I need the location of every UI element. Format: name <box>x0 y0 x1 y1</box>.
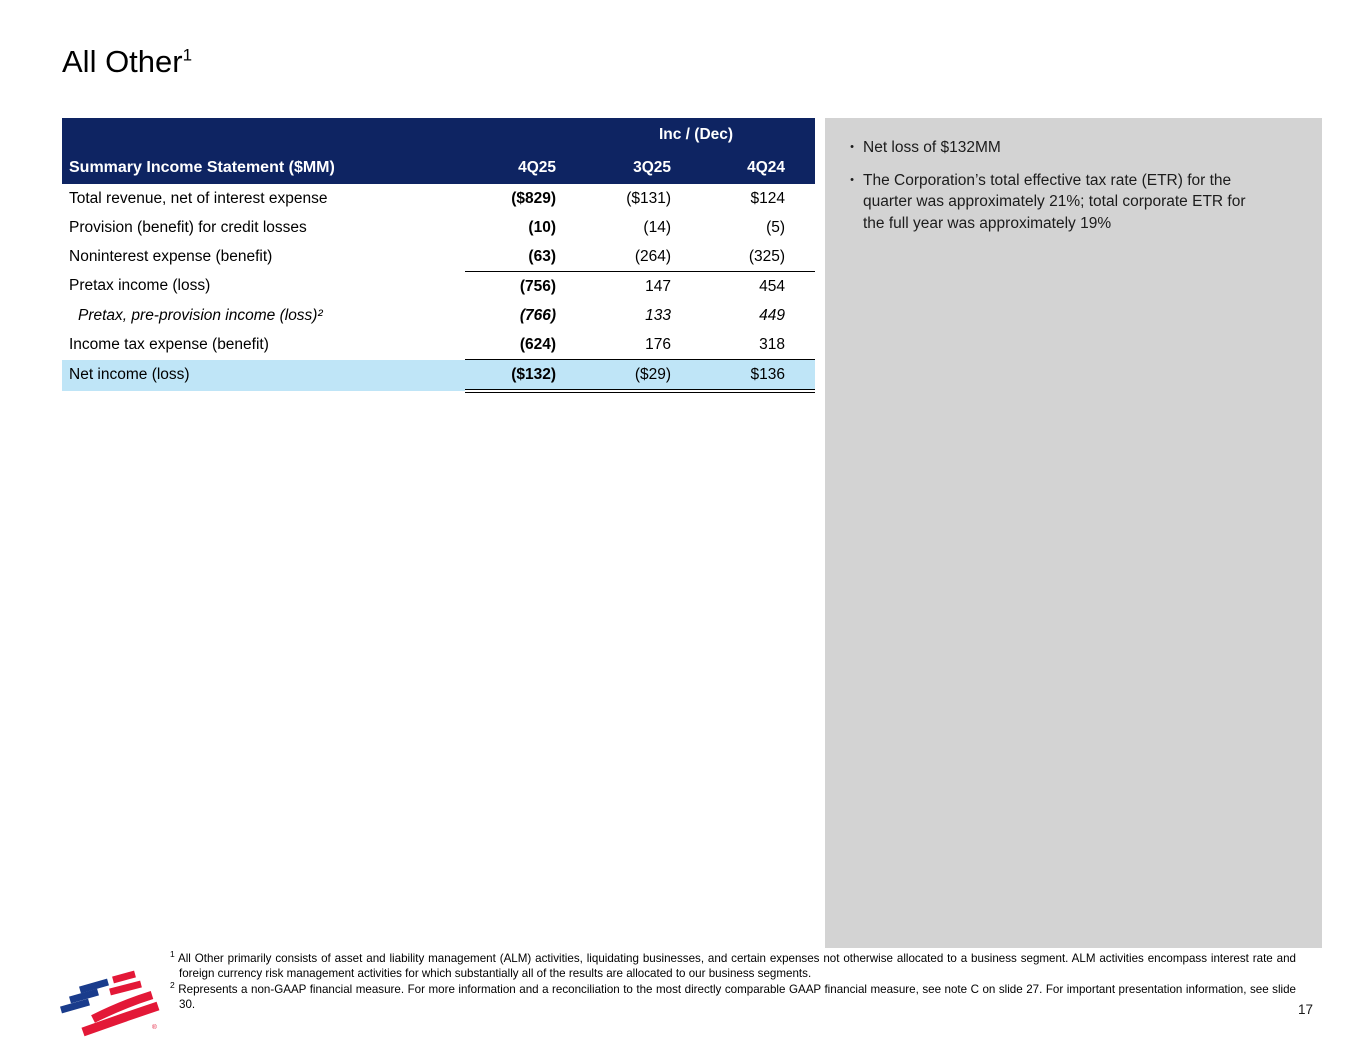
cell-4q25: (10) <box>465 213 580 242</box>
page-number: 17 <box>1298 1002 1314 1017</box>
column-header-row <box>62 151 815 184</box>
cell-4q24: 449 <box>695 301 815 330</box>
footnote-1-marker: 1 <box>170 949 175 960</box>
bank-of-america-logo-icon <box>55 970 165 1040</box>
bullet-item-etr <box>841 170 1262 235</box>
table-row-provision <box>62 213 815 242</box>
table-row-total-revenue <box>62 184 815 213</box>
highlights-bullet-list <box>825 118 1322 235</box>
cell-3q25: (14) <box>580 213 695 242</box>
group-header-row <box>62 118 815 151</box>
row-label: Income tax expense (benefit) <box>62 330 465 360</box>
bullet-icon: • <box>850 173 854 186</box>
cell-4q24: $124 <box>695 184 815 213</box>
row-label: Pretax income (loss) <box>62 272 465 302</box>
page-title-text: All Other <box>62 44 183 79</box>
bullet-item-net-loss <box>841 137 1262 159</box>
cell-4q24: (5) <box>695 213 815 242</box>
summary-income-statement-table <box>62 118 815 393</box>
cell-4q25: (624) <box>465 330 580 360</box>
table-row-income-tax <box>62 330 815 360</box>
column-header-stub: Summary Income Statement ($MM) <box>62 151 465 184</box>
cell-3q25: 147 <box>580 272 695 302</box>
registered-trademark-icon: ® <box>152 1024 157 1031</box>
cell-4q25: ($829) <box>465 184 580 213</box>
footnote-1 <box>170 951 1296 981</box>
row-label: Provision (benefit) for credit losses <box>62 213 465 242</box>
column-header-4q24: 4Q24 <box>695 151 815 184</box>
footnote-1-text: All Other primarily consists of asset and liability management (ALM) activities, liquidating businesses, and certain expenses not otherwise allocated to a business segment. ALM activities encompass interest rate and foreign currency risk management activities for which substantially all of the results are allocated to our business segments. <box>177 952 1296 981</box>
column-header-3q25: 3Q25 <box>580 151 695 184</box>
column-header-4q25: 4Q25 <box>465 151 580 184</box>
cell-4q25: ($132) <box>465 360 580 392</box>
table-body <box>62 184 815 391</box>
row-label: Noninterest expense (benefit) <box>62 242 465 272</box>
cell-4q24: $136 <box>695 360 815 392</box>
cell-4q25: (766) <box>465 301 580 330</box>
cell-4q24: (325) <box>695 242 815 272</box>
page-title <box>62 44 192 80</box>
table-row-noninterest-expense <box>62 242 815 272</box>
footnotes <box>170 951 1296 1013</box>
cell-4q24: 454 <box>695 272 815 302</box>
cell-3q25: 133 <box>580 301 695 330</box>
row-label: Total revenue, net of interest expense <box>62 184 465 213</box>
bullet-text: The Corporation’s total effective tax rate (ETR) for the quarter was approximately 21%; total corporate ETR for the full year was approximately 19% <box>863 171 1246 233</box>
cell-3q25: (264) <box>580 242 695 272</box>
row-label: Pretax, pre-provision income (loss)² <box>62 301 465 330</box>
footnote-2 <box>170 982 1296 1012</box>
row-label: Net income (loss) <box>62 360 465 392</box>
highlights-panel <box>825 118 1322 948</box>
table-row-net-income <box>62 360 815 392</box>
group-header-spacer <box>62 118 580 151</box>
cell-4q25: (63) <box>465 242 580 272</box>
cell-4q25: (756) <box>465 272 580 302</box>
cell-3q25: ($29) <box>580 360 695 392</box>
table-header <box>62 118 815 184</box>
page-title-footnote-marker: 1 <box>182 45 193 65</box>
cell-4q24: 318 <box>695 330 815 360</box>
inc-dec-group-header: Inc / (Dec) <box>580 118 815 151</box>
cell-3q25: 176 <box>580 330 695 360</box>
footnote-2-marker: 2 <box>170 980 175 991</box>
bullet-text: Net loss of $132MM <box>863 139 1001 156</box>
bullet-icon: • <box>850 141 854 153</box>
footnote-2-text: Represents a non-GAAP financial measure. For more information and a reconciliation to the most directly comparable GAAP financial measure, see note C on slide 27. For important presentation information, see slide 30. <box>178 983 1296 1012</box>
table-row-pretax-income <box>62 272 815 302</box>
cell-3q25: ($131) <box>580 184 695 213</box>
table-row-pretax-preprovision <box>62 301 815 330</box>
